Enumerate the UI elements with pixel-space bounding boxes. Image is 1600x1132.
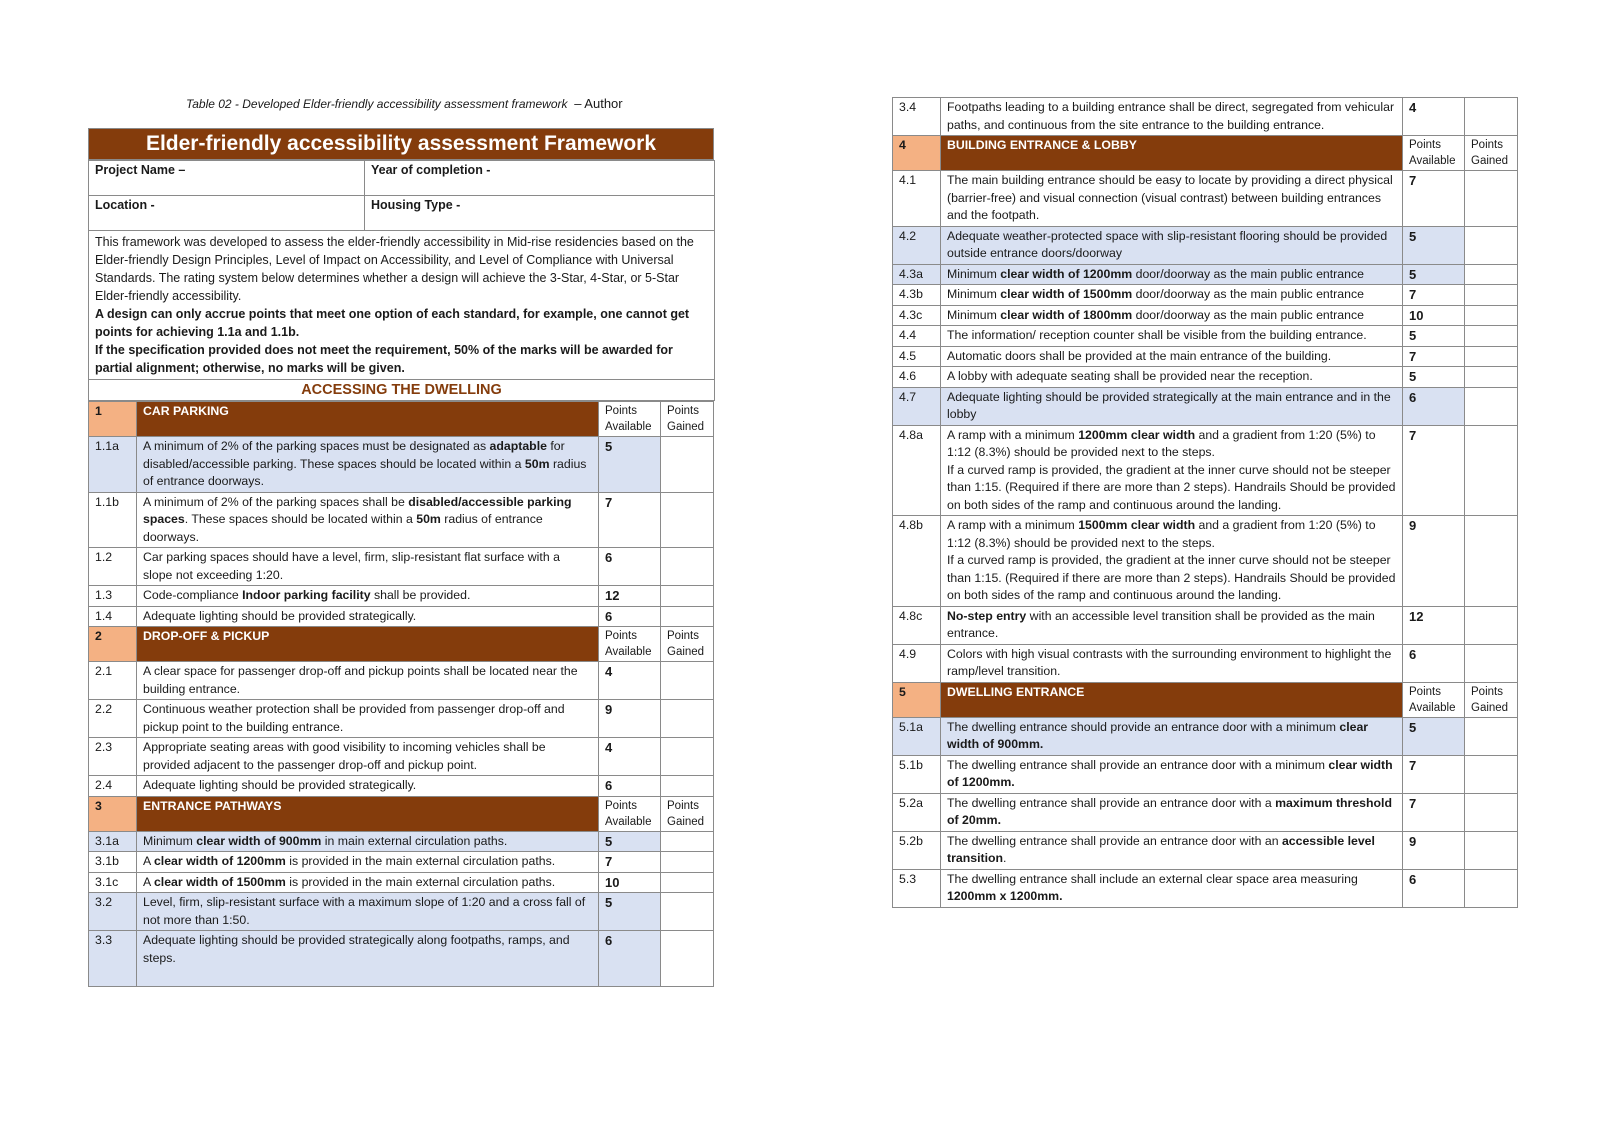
criterion-row [893,644,1518,682]
criterion-row [893,425,1518,516]
points-available-value: 6 [599,548,661,586]
points-gained-cell[interactable] [1465,326,1518,347]
criterion-row [893,346,1518,367]
criterion-number: 4.5 [893,346,941,367]
points-gained-header: Points Gained [1465,136,1518,171]
points-gained-cell[interactable] [1465,387,1518,425]
framework-description [89,231,715,380]
points-gained-cell[interactable] [1465,644,1518,682]
criterion-number: 4.8a [893,425,941,516]
criterion-text: Minimum clear width of 1800mm door/doorway as the main public entrance [941,305,1403,326]
criterion-row [89,586,714,607]
criterion-number: 5.2b [893,831,941,869]
section-number: 5 [893,682,941,717]
points-gained-cell[interactable] [1465,869,1518,907]
criterion-text: Code-compliance Indoor parking facility shall be provided. [137,586,599,607]
points-gained-cell[interactable] [1465,717,1518,755]
right-criteria-table [892,97,1518,908]
criterion-number: 3.1c [89,872,137,893]
caption-author: – Author [574,96,623,111]
criterion-number: 3.1b [89,852,137,873]
criterion-number: 3.2 [89,893,137,931]
criterion-number: 2.3 [89,738,137,776]
criterion-text: Colors with high visual contrasts with the surrounding environment to highlight the ramp/level transition. [941,644,1403,682]
points-available-value: 6 [599,606,661,627]
project-name-label: Project Name – [89,161,365,196]
section-header-row [89,796,714,831]
criterion-number: 5.1b [893,755,941,793]
section-title: CAR PARKING [137,402,599,437]
section-title: BUILDING ENTRANCE & LOBBY [941,136,1403,171]
criterion-number: 5.3 [893,869,941,907]
criterion-number: 4.8b [893,516,941,607]
criterion-text: A ramp with a minimum 1200mm clear width and a gradient from 1:20 (5%) to 1:12 (8.3%) should be provided next to the steps. If a curved ramp is provided, the gradient at the inner curve should not be steeper than 1:15. (Required if there are more than 2 steps). Handrails Should be provided on both sides of the ramp and continuous around the landing. [941,425,1403,516]
criterion-text: Level, firm, slip-resistant surface with a maximum slope of 1:20 and a cross fall of not more than 1:50. [137,893,599,931]
section-number: 1 [89,402,137,437]
points-available-value: 6 [599,776,661,797]
points-gained-cell[interactable] [661,662,714,700]
left-criteria-table [88,401,714,987]
section-title: DROP-OFF & PICKUP [137,627,599,662]
points-available-value: 5 [1403,264,1465,285]
criterion-row [893,831,1518,869]
criterion-text: A lobby with adequate seating shall be provided near the reception. [941,367,1403,388]
points-available-value: 7 [1403,346,1465,367]
criterion-text: Adequate lighting should be provided strategically at the main entrance and in the lobby [941,387,1403,425]
points-gained-cell[interactable] [1465,285,1518,306]
criterion-row [89,548,714,586]
criterion-number: 3.1a [89,831,137,852]
description-rule-2: If the specification provided does not meet the requirement, 50% of the marks will be awarded for partial alignment; otherwise, no marks will be given. [95,343,673,375]
criterion-row [893,305,1518,326]
criterion-number: 1.1a [89,437,137,493]
points-gained-cell[interactable] [1465,171,1518,227]
points-gained-header: Points Gained [1465,682,1518,717]
points-available-value: 12 [599,586,661,607]
points-available-value: 10 [1403,305,1465,326]
points-gained-cell[interactable] [1465,755,1518,793]
section-title: ENTRANCE PATHWAYS [137,796,599,831]
criterion-row [893,264,1518,285]
criterion-number: 1.2 [89,548,137,586]
criterion-number: 4.9 [893,644,941,682]
section-number: 4 [893,136,941,171]
points-gained-cell[interactable] [661,492,714,548]
points-available-value: 7 [599,852,661,873]
criterion-number: 4.2 [893,226,941,264]
criterion-text: Adequate weather-protected space with slip-resistant flooring should be provided outside entrance doors/doorway [941,226,1403,264]
points-gained-cell[interactable] [661,586,714,607]
criterion-number: 2.1 [89,662,137,700]
points-gained-cell[interactable] [1465,793,1518,831]
criterion-row [893,755,1518,793]
criterion-text: The main building entrance should be easy to locate by providing a direct physical (barrier-free) and visual connection (visual contrast) between building entrances and the footpath. [941,171,1403,227]
points-available-value: 7 [1403,793,1465,831]
points-gained-cell[interactable] [1465,367,1518,388]
points-gained-cell[interactable] [661,738,714,776]
section-subheading: ACCESSING THE DWELLING [89,380,715,401]
points-available-value: 7 [1403,285,1465,306]
left-panel [88,128,714,987]
points-available-value: 6 [1403,644,1465,682]
right-panel [892,97,1518,908]
criterion-row [893,98,1518,136]
points-available-header: Points Available [599,402,661,437]
project-info-table [88,160,715,401]
criterion-number: 4.3a [893,264,941,285]
points-available-value: 9 [1403,831,1465,869]
description-intro: This framework was developed to assess the elder-friendly accessibility in Mid-rise residencies based on the Elder-friendly Design Principles, Level of Impact on Accessibility, and Level of Compliance with Universal Standards. The rating system below determines whether a design will achieve the 3-Star, 4-Star, or 5-Star Elder-friendly accessibility. [95,235,694,303]
points-gained-cell[interactable] [661,931,714,987]
criterion-text: Minimum clear width of 1500mm door/doorway as the main public entrance [941,285,1403,306]
criterion-text: Car parking spaces should have a level, firm, slip-resistant flat surface with a slope not exceeding 1:20. [137,548,599,586]
points-gained-cell[interactable] [661,872,714,893]
criterion-text: Continuous weather protection shall be provided from passenger drop-off and pickup point to the building entrance. [137,700,599,738]
points-available-header: Points Available [1403,682,1465,717]
criterion-text: A ramp with a minimum 1500mm clear width and a gradient from 1:20 (5%) to 1:12 (8.3%) should be provided next to the steps. If a curved ramp is provided, the gradient at the inner curve should not be steeper than 1:15. (Required if there are more than 2 steps). Handrails Should be provided on both sides of the ramp and continuous around the landing. [941,516,1403,607]
points-gained-cell[interactable] [1465,264,1518,285]
criterion-row [89,852,714,873]
table-caption [186,96,623,111]
points-gained-cell[interactable] [1465,425,1518,516]
points-gained-cell[interactable] [1465,516,1518,607]
points-gained-header: Points Gained [661,402,714,437]
criterion-row [893,226,1518,264]
section-header-row [89,627,714,662]
criterion-row [893,869,1518,907]
criterion-number: 2.2 [89,700,137,738]
points-available-value: 6 [1403,387,1465,425]
points-gained-header: Points Gained [661,627,714,662]
criterion-number: 4.3b [893,285,941,306]
points-available-value: 5 [1403,717,1465,755]
criterion-row [89,700,714,738]
points-gained-cell[interactable] [661,606,714,627]
points-gained-cell[interactable] [661,893,714,931]
criterion-row [89,893,714,931]
housing-type-label: Housing Type - [365,196,715,231]
section-number: 2 [89,627,137,662]
criterion-row [893,326,1518,347]
points-available-value: 6 [599,931,661,987]
criterion-text: A minimum of 2% of the parking spaces shall be disabled/accessible parking spaces. These spaces should be located within a 50m radius of entrance doorways. [137,492,599,548]
criterion-text: Minimum clear width of 1200mm door/doorway as the main public entrance [941,264,1403,285]
criterion-number: 5.1a [893,717,941,755]
points-available-header: Points Available [1403,136,1465,171]
section-header-row [893,682,1518,717]
section-number: 3 [89,796,137,831]
points-available-value: 5 [1403,326,1465,347]
points-available-value: 4 [599,738,661,776]
points-available-value: 7 [1403,171,1465,227]
criterion-text: Minimum clear width of 900mm in main external circulation paths. [137,831,599,852]
points-available-value: 5 [599,437,661,493]
criterion-row [89,776,714,797]
points-available-value: 5 [599,893,661,931]
framework-title: Elder-friendly accessibility assessment Framework [88,128,714,160]
year-of-completion-label: Year of completion - [365,161,715,196]
points-gained-cell[interactable] [1465,346,1518,367]
points-gained-cell[interactable] [1465,831,1518,869]
criterion-row [89,662,714,700]
points-available-value: 7 [1403,425,1465,516]
points-available-value: 10 [599,872,661,893]
criterion-number: 1.1b [89,492,137,548]
points-available-value: 5 [599,831,661,852]
points-available-value: 9 [599,700,661,738]
points-available-value: 5 [1403,367,1465,388]
points-gained-cell[interactable] [661,437,714,493]
criterion-text: The dwelling entrance should provide an entrance door with a minimum clear width of 900mm. [941,717,1403,755]
criterion-row [89,872,714,893]
criterion-text: The dwelling entrance shall provide an entrance door with a minimum clear width of 1200mm. [941,755,1403,793]
criterion-number: 1.3 [89,586,137,607]
criterion-number: 4.3c [893,305,941,326]
criterion-row [893,606,1518,644]
criterion-text: Adequate lighting should be provided strategically along footpaths, ramps, and steps. [137,931,599,987]
criterion-text: Appropriate seating areas with good visibility to incoming vehicles shall be provided adjacent to the passenger drop-off and pickup point. [137,738,599,776]
points-available-value: 7 [599,492,661,548]
points-gained-cell[interactable] [661,831,714,852]
criterion-text: Adequate lighting should be provided strategically. [137,606,599,627]
points-gained-cell[interactable] [1465,98,1518,136]
points-gained-cell[interactable] [661,700,714,738]
criterion-row [893,717,1518,755]
points-gained-cell[interactable] [1465,305,1518,326]
criterion-number: 5.2a [893,793,941,831]
section-title: DWELLING ENTRANCE [941,682,1403,717]
criterion-text: Automatic doors shall be provided at the main entrance of the building. [941,346,1403,367]
criterion-text: The dwelling entrance shall include an external clear space area measuring 1200mm x 1200mm. [941,869,1403,907]
criterion-text: A clear width of 1500mm is provided in the main external circulation paths. [137,872,599,893]
criterion-number: 4.6 [893,367,941,388]
points-gained-cell[interactable] [661,776,714,797]
description-rule-1: A design can only accrue points that meet one option of each standard, for example, one cannot get points for achieving 1.1a and 1.1b. [95,307,690,339]
points-available-value: 6 [1403,869,1465,907]
points-available-value: 7 [1403,755,1465,793]
criterion-text: No-step entry with an accessible level transition shall be provided as the main entrance. [941,606,1403,644]
criterion-text: The dwelling entrance shall provide an entrance door with a maximum threshold of 20mm. [941,793,1403,831]
points-available-value: 4 [599,662,661,700]
points-gained-cell[interactable] [661,548,714,586]
points-available-value: 5 [1403,226,1465,264]
criterion-row [89,931,714,987]
points-gained-header: Points Gained [661,796,714,831]
caption-text: Table 02 - Developed Elder-friendly accessibility assessment framework [186,97,568,111]
criterion-row [893,387,1518,425]
criterion-number: 4.7 [893,387,941,425]
points-gained-cell[interactable] [661,852,714,873]
criterion-row [893,367,1518,388]
section-header-row [89,402,714,437]
criterion-row [893,516,1518,607]
criterion-number: 2.4 [89,776,137,797]
criterion-number: 3.4 [893,98,941,136]
criterion-row [893,793,1518,831]
criterion-row [89,492,714,548]
criterion-text: Footpaths leading to a building entrance shall be direct, segregated from vehicular paths, and continuous from the site entrance to the building entrance. [941,98,1403,136]
criterion-number: 3.3 [89,931,137,987]
points-available-value: 4 [1403,98,1465,136]
criterion-text: A clear width of 1200mm is provided in the main external circulation paths. [137,852,599,873]
criterion-row [89,738,714,776]
criterion-number: 4.8c [893,606,941,644]
points-available-value: 12 [1403,606,1465,644]
criterion-text: A clear space for passenger drop-off and pickup points shall be located near the building entrance. [137,662,599,700]
location-label: Location - [89,196,365,231]
points-gained-cell[interactable] [1465,606,1518,644]
points-available-header: Points Available [599,796,661,831]
points-gained-cell[interactable] [1465,226,1518,264]
criterion-row [89,831,714,852]
criterion-text: A minimum of 2% of the parking spaces must be designated as adaptable for disabled/accessible parking. These spaces should be located within a 50m radius of entrance doorways. [137,437,599,493]
points-available-header: Points Available [599,627,661,662]
points-available-value: 9 [1403,516,1465,607]
criterion-row [89,606,714,627]
criterion-number: 1.4 [89,606,137,627]
criterion-number: 4.1 [893,171,941,227]
criterion-row [893,171,1518,227]
criterion-row [893,285,1518,306]
criterion-row [89,437,714,493]
criterion-text: Adequate lighting should be provided strategically. [137,776,599,797]
criterion-text: The information/ reception counter shall be visible from the building entrance. [941,326,1403,347]
criterion-number: 4.4 [893,326,941,347]
section-header-row [893,136,1518,171]
criterion-text: The dwelling entrance shall provide an entrance door with an accessible level transition. [941,831,1403,869]
